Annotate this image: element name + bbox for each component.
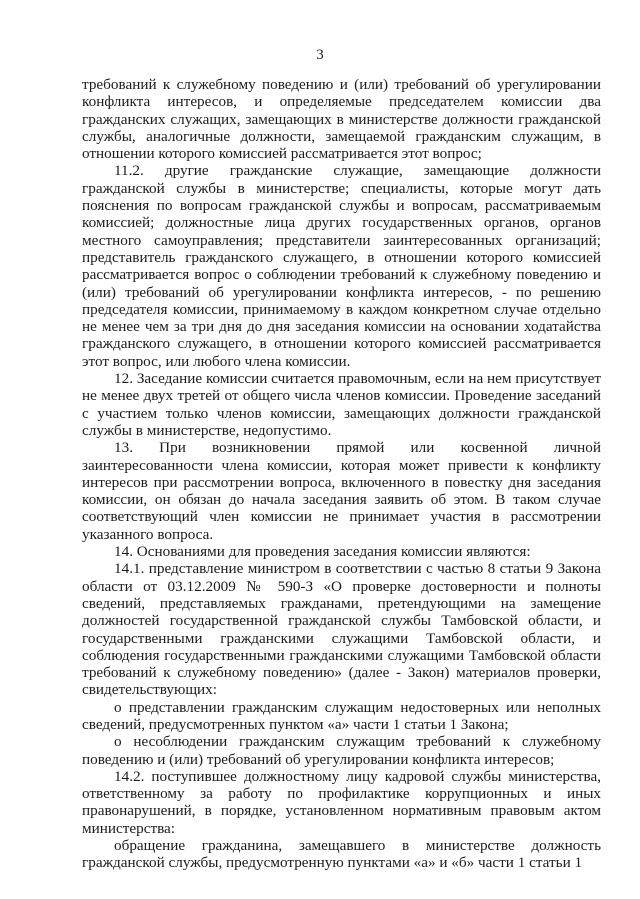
paragraph: 13. При возникновении прямой или косвенной личной заинтересованности члена комиссии, которая может привести к конфликту интересов при рассмотрении вопроса, включенного в повестку дня заседания комиссии, он обязан до начала заседания заявить об этом. В таком случае соответствующий член комиссии не принимает участия в рассмотрении указанного вопроса. <box>82 439 601 543</box>
paragraph: требований к служебному поведению и (или) требований об урегулировании конфликта интересов, и определяемые председателем комиссии два гражданских служащих, замещающих в министерстве должности гражданской службы, аналогичные должности, замещаемой гражданским служащим, в отношении которого комиссией рассматривается этот вопрос; <box>82 76 601 163</box>
paragraph: 11.2. другие гражданские служащие, замещающие должности гражданской службы в министерстве; специалисты, которые могут дать пояснения по вопросам гражданской службы и вопросам, рассматриваемым комиссией; должностные лица других государственных органов, органов местного самоуправления; представители заинтересованных организаций; представитель гражданского служащего, в отношении которого комиссией рассматривается вопрос о соблюдении требований к служебному поведению и (или) требований об урегулировании конфликта интересов, - по решению председателя комиссии, принимаемому в каждом конкретном случае отдельно не менее чем за три дня до дня заседания комиссии на основании ходатайства гражданского служащего, в отношении которого комиссией рассматривается этот вопрос, или любого члена комиссии. <box>82 162 601 370</box>
document-body <box>82 76 601 871</box>
paragraph: о несоблюдении гражданским служащим требований к служебному поведению и (или) требований об урегулировании конфликта интересов; <box>82 733 601 768</box>
paragraph: 12. Заседание комиссии считается правомочным, если на нем присутствует не менее двух третей от общего числа членов комиссии. Проведение заседаний с участием только членов комиссии, замещающих должности гражданской службы в министерстве, недопустимо. <box>82 370 601 439</box>
paragraph: 14.1. представление министром в соответствии с частью 8 статьи 9 Закона области от 03.12.2009 № 590-З «О проверке достоверности и полноты сведений, представляемых гражданами, претендующими на замещение должностей государственной гражданской службы Тамбовской области, и государственными гражданскими служащими Тамбовской области, и соблюдения государственными гражданскими служащими Тамбовской области требований к служебному поведению» (далее - Закон) материалов проверки, свидетельствующих: <box>82 560 601 699</box>
paragraph: 14.2. поступившее должностному лицу кадровой службы министерства, ответственному за работу по профилактике коррупционных и иных правонарушений, в порядке, установленном нормативным правовым актом министерства: <box>82 767 601 837</box>
paragraph: о представлении гражданским служащим недостоверных или неполных сведений, предусмотренных пунктом «а» части 1 статьи 1 Закона; <box>82 698 601 733</box>
paragraph: обращение гражданина, замещавшего в министерстве должность гражданской службы, предусмотренную пунктами «а» и «б» части 1 статьи 1 <box>82 837 601 872</box>
page-number: 3 <box>316 47 324 63</box>
paragraph: 14. Основаниями для проведения заседания комиссии являются: <box>114 543 531 561</box>
